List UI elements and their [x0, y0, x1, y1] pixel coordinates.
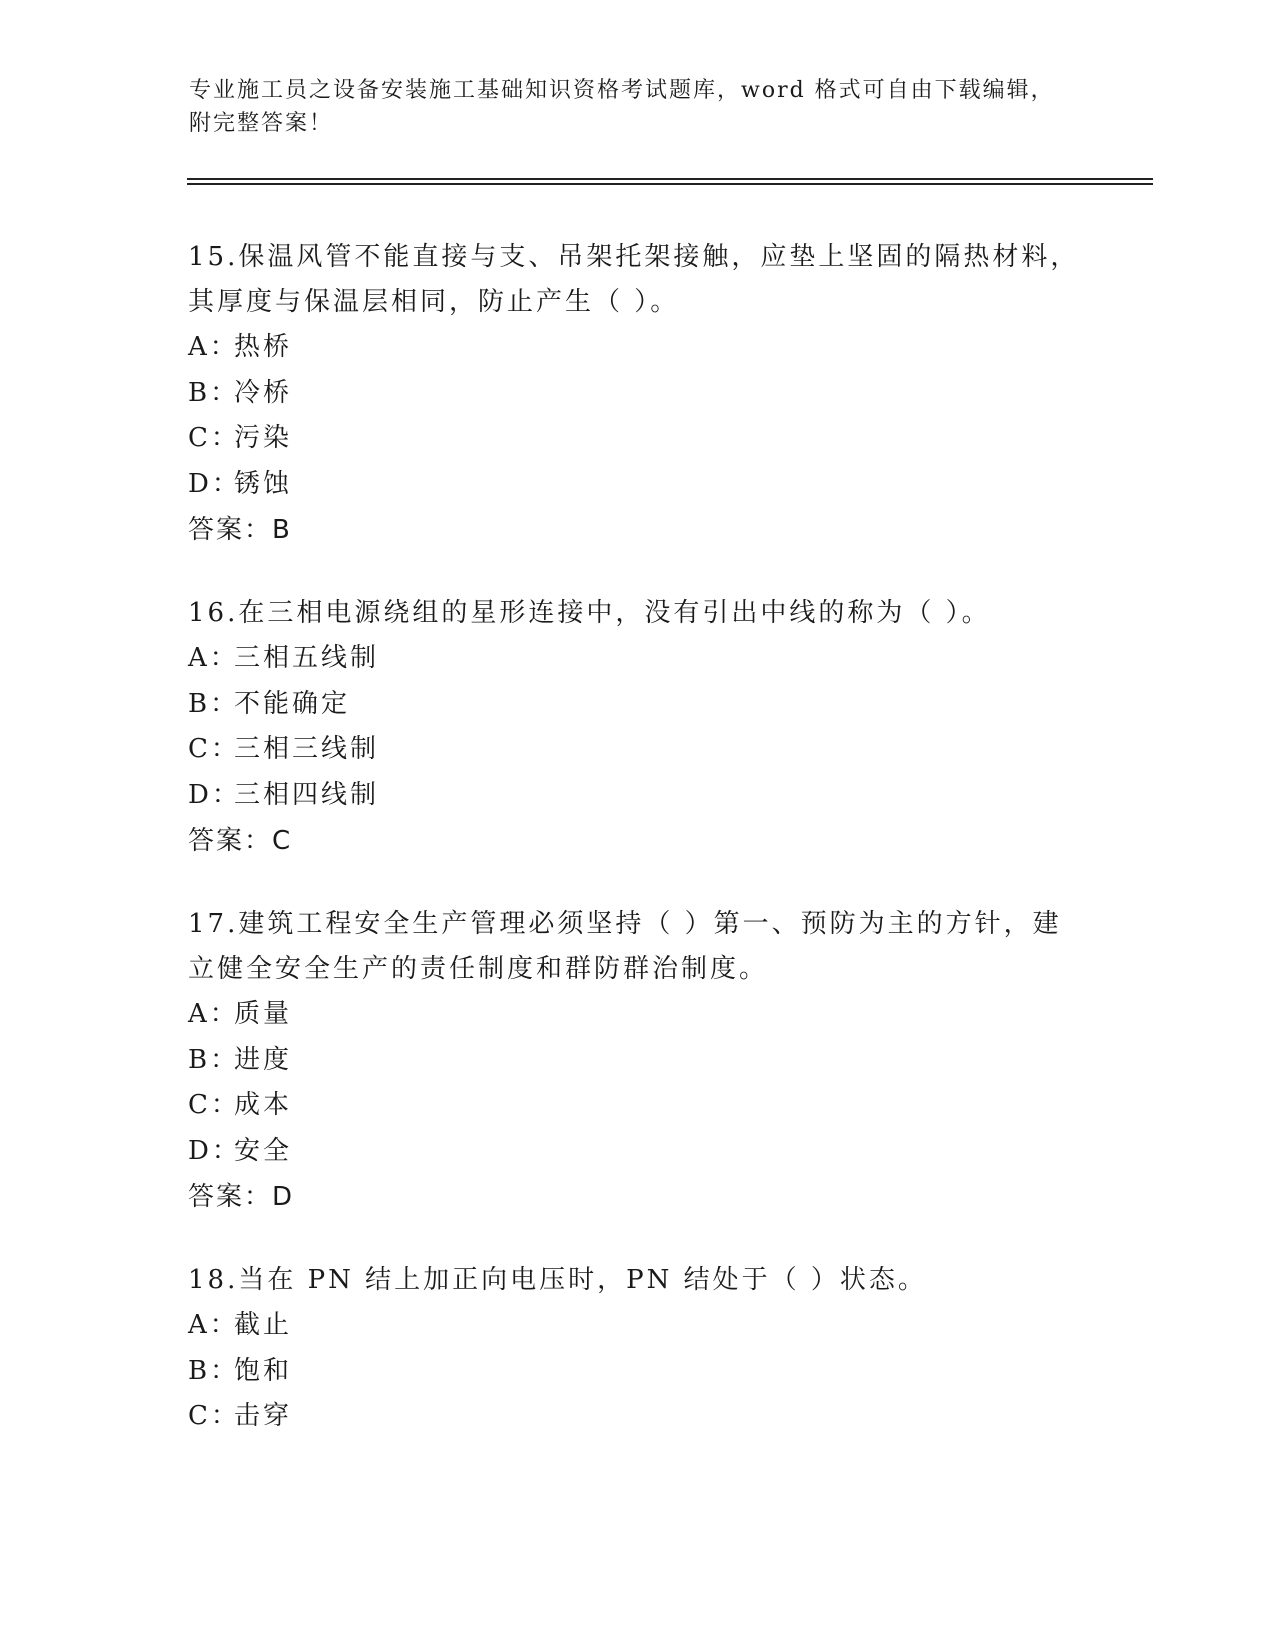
- option-text: 锈蚀: [234, 468, 293, 499]
- option-text: 三相三线制: [234, 734, 380, 764]
- option-b: [188, 1349, 1088, 1395]
- header-line-1: 专业施工员之设备安装施工基础知识资格考试题库，word 格式可自由下载编辑，: [189, 78, 1055, 103]
- answer-line: 答案：B: [188, 515, 292, 545]
- option-text: 饱和: [234, 1355, 293, 1386]
- option-letter: A：: [188, 1310, 239, 1340]
- option-b: [188, 1038, 1088, 1084]
- question-list: [188, 235, 1088, 1478]
- option-c: [188, 1394, 1088, 1440]
- question-text: 17.建筑工程安全生产管理必须坚持（ ）第一、预防为主的方针，建立健全安全生产的责任制度和群防群治制度。: [188, 909, 1062, 984]
- option-letter: B：: [188, 688, 240, 719]
- question-text: 18.当在 PN 结上加正向电压时，PN 结处于（ ）状态。: [188, 1265, 927, 1295]
- option-letter: B：: [188, 1355, 240, 1386]
- document-header: [189, 74, 1069, 140]
- option-text: 截止: [234, 1310, 293, 1340]
- option-d: [188, 1129, 1088, 1175]
- option-text: 质量: [234, 999, 293, 1029]
- option-text: 成本: [234, 1090, 293, 1120]
- option-letter: C：: [188, 1090, 240, 1120]
- option-b: [188, 682, 1088, 728]
- header-line-2: 附完整答案！: [189, 111, 334, 136]
- option-letter: C：: [188, 423, 240, 453]
- option-letter: D：: [188, 779, 241, 810]
- option-text: 击穿: [234, 1401, 293, 1431]
- option-text: 冷桥: [234, 377, 293, 408]
- option-text: 热桥: [234, 332, 293, 362]
- option-letter: A：: [188, 332, 239, 362]
- option-a: [188, 992, 1088, 1038]
- option-letter: C：: [188, 1401, 240, 1431]
- question-15: [188, 235, 1088, 553]
- option-text: 三相四线制: [234, 779, 380, 810]
- option-d: [188, 462, 1088, 508]
- option-a: [188, 636, 1088, 682]
- option-text: 进度: [234, 1044, 293, 1075]
- option-letter: C：: [188, 734, 240, 764]
- question-text: 15.保温风管不能直接与支、吊架托架接触，应垫上坚固的隔热材料，其厚度与保温层相同，防止产生（ ）。: [188, 242, 1080, 317]
- option-text: 安全: [234, 1135, 293, 1166]
- option-c: [188, 416, 1088, 462]
- option-letter: D：: [188, 1135, 241, 1166]
- answer-line: 答案：C: [188, 826, 293, 856]
- option-text: 三相五线制: [234, 643, 380, 673]
- header-divider-bottom: [187, 183, 1153, 185]
- question-18: [188, 1258, 1088, 1440]
- option-text: 污染: [234, 423, 293, 453]
- question-17: [188, 902, 1088, 1220]
- option-c: [188, 727, 1088, 773]
- option-letter: B：: [188, 377, 240, 408]
- option-letter: A：: [188, 643, 239, 673]
- question-text: 16.在三相电源绕组的星形连接中，没有引出中线的称为（ ）。: [188, 598, 991, 628]
- option-letter: A：: [188, 999, 239, 1029]
- option-letter: D：: [188, 468, 241, 499]
- option-a: [188, 325, 1088, 371]
- option-letter: B：: [188, 1044, 240, 1075]
- header-divider-top: [187, 178, 1153, 180]
- answer-line: 答案：D: [188, 1182, 295, 1212]
- question-16: [188, 591, 1088, 864]
- option-text: 不能确定: [234, 688, 351, 719]
- option-a: [188, 1303, 1088, 1349]
- option-b: [188, 371, 1088, 417]
- option-c: [188, 1083, 1088, 1129]
- option-d: [188, 773, 1088, 819]
